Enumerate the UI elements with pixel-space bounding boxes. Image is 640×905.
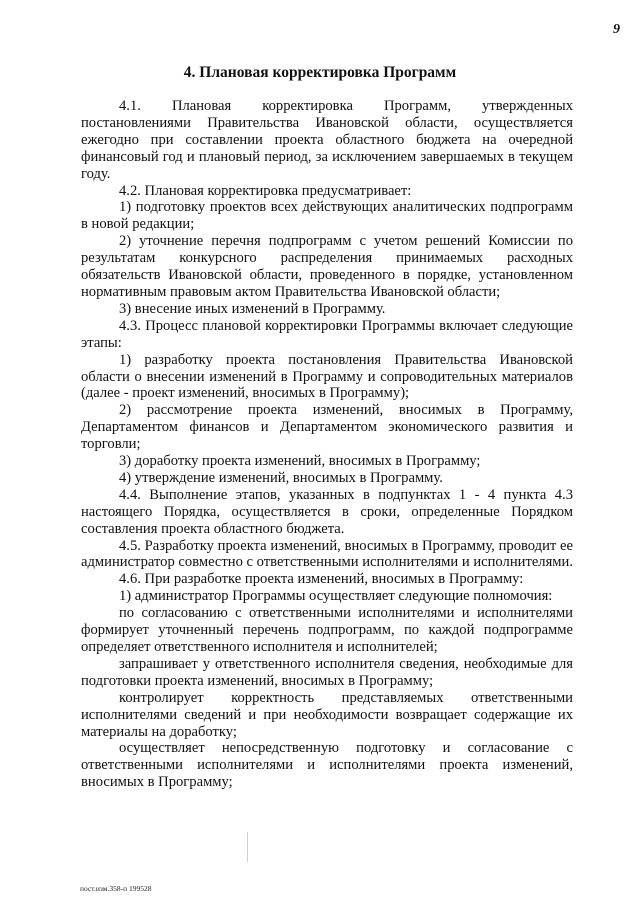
- paragraph-4-3-item-2: 2) рассмотрение проекта изменений, вносимых в Программу, Департаментом финансов и Департаментом экономического развития и торговли;: [81, 402, 573, 453]
- paragraph-4-2-item-1: 1) подготовку проектов всех действующих аналитических подпрограмм в новой редакции;: [81, 199, 573, 233]
- paragraph-4-4: 4.4. Выполнение этапов, указанных в подпунктах 1 - 4 пункта 4.3 настоящего Порядка, осуществляется в сроки, определенные Порядком составления проекта областного бюджета.: [81, 486, 573, 537]
- paragraph-4-6-subitem-4: осуществляет непосредственную подготовку и согласование с ответственными исполнителями и исполнителями проекта изменений, вносимых в Программу;: [81, 740, 573, 791]
- footer-reference: пост.изм.358-п 199528: [80, 884, 152, 893]
- scan-artifact-line: [247, 832, 248, 862]
- paragraph-4-3: 4.3. Процесс плановой корректировки Программы включает следующие этапы:: [81, 317, 573, 351]
- paragraph-4-2-item-2: 2) уточнение перечня подпрограмм с учетом решений Комиссии по результатам конкурсного распределения принимаемых расходных обязательств Ивановской области, проведенного в порядке, установленном нормативным правовым актом Правительства Ивановской области;: [81, 233, 573, 300]
- paragraph-4-3-item-1: 1) разработку проекта постановления Правительства Ивановской области о внесении изменений в Программу и сопроводительных материалов (далее - проект изменений, вносимых в Программу);: [81, 351, 573, 402]
- paragraph-4-6: 4.6. При разработке проекта изменений, вносимых в Программу:: [119, 571, 524, 588]
- page-number: 9: [613, 22, 620, 37]
- paragraph-4-6-item-1: 1) администратор Программы осуществляет следующие полномочия:: [119, 588, 553, 605]
- paragraph-4-3-item-3: 3) доработку проекта изменений, вносимых в Программу;: [119, 453, 481, 470]
- paragraph-4-2-item-3: 3) внесение иных изменений в Программу.: [119, 300, 386, 317]
- paragraph-4-6-subitem-2: запрашивает у ответственного исполнителя сведения, необходимые для подготовки проекта изменений, вносимых в Программу;: [81, 655, 573, 689]
- paragraph-4-2: 4.2. Плановая корректировка предусматривает:: [119, 182, 412, 199]
- paragraph-4-6-subitem-3: контролирует корректность представляемых ответственными исполнителями сведений и при необходимости возвращает содержащие их материалы на доработку;: [81, 689, 573, 740]
- paragraph-4-6-subitem-1: по согласованию с ответственными исполнителями и исполнителями формирует уточненный перечень подпрограмм, по каждой подпрограмме определяет ответственного исполнителя и исполнителей;: [81, 605, 573, 655]
- body-text: [81, 98, 573, 791]
- paragraph-4-3-item-4: 4) утверждение изменений, вносимых в Программу.: [119, 469, 443, 486]
- paragraph-4-1: 4.1. Плановая корректировка Программ, утвержденных постановлениями Правительства Ивановской области, осуществляется ежегодно при составлении проекта областного бюджета на очередной финансовый год и плановый период, за исключением завершаемых в текущем году.: [81, 98, 573, 182]
- paragraph-4-5: 4.5. Разработку проекта изменений, вносимых в Программу, проводит ее администратор совместно с ответственными исполнителями и исполнителями.: [81, 537, 573, 571]
- section-heading: 4. Плановая корректировка Программ: [183, 64, 457, 81]
